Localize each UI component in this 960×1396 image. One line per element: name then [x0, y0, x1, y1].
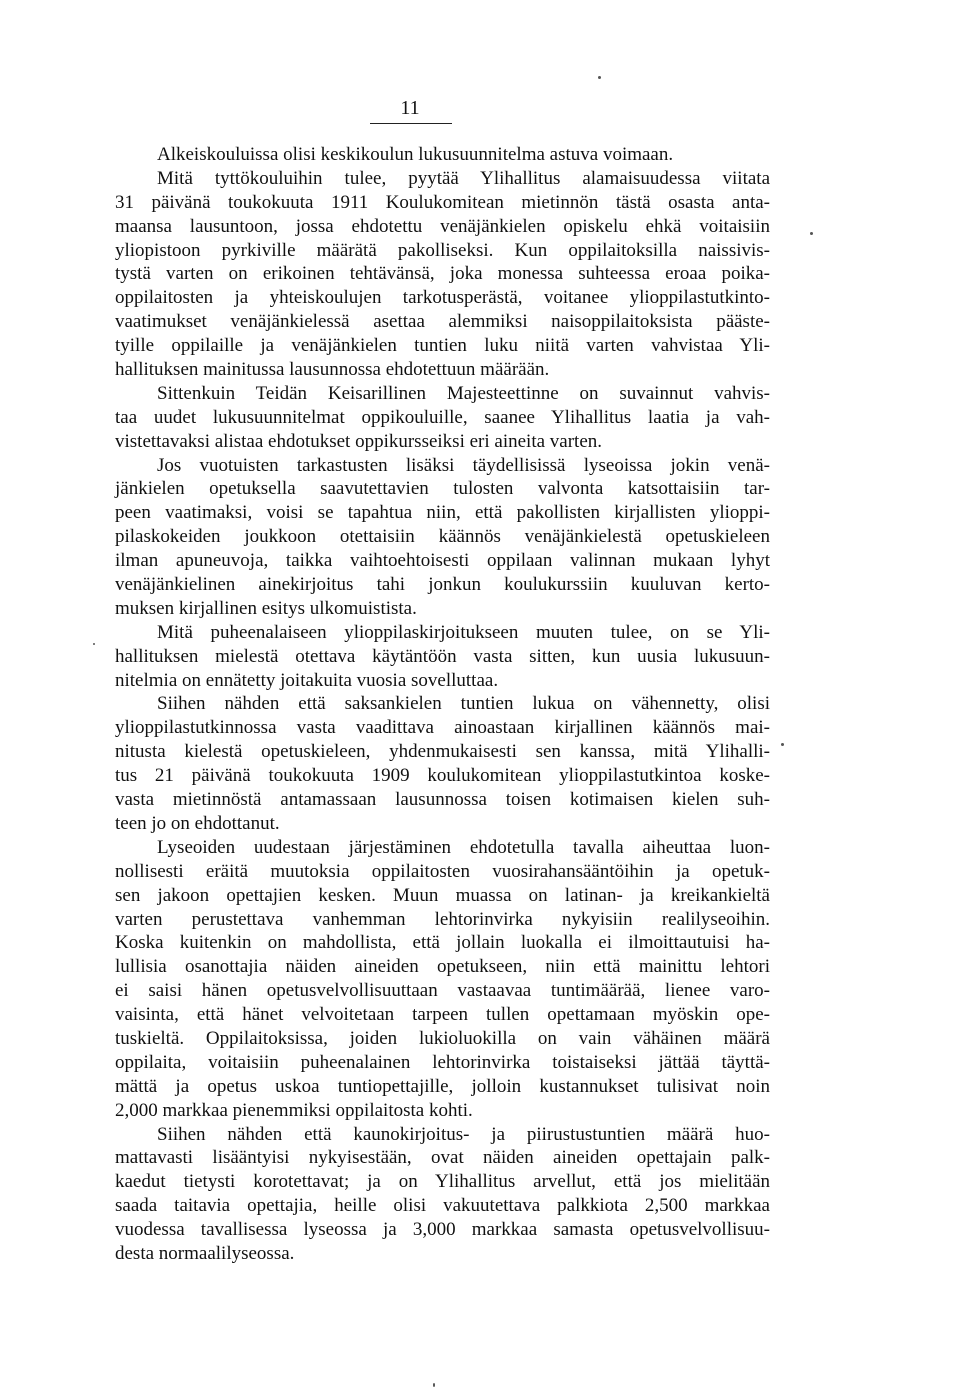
- text-line: ei saisi hänen opetusvelvollisuuttaan vastaavaa tuntimäärää, lienee varo-: [115, 980, 770, 1002]
- paragraph: [115, 454, 770, 621]
- text-line: mattavasti lisääntyisi nykyisestään, ovat näiden aineiden opettajain palk-: [115, 1147, 770, 1169]
- paragraph: [115, 382, 770, 454]
- text-line: jänkielen opetuksella saavutettavien tulosten valvonta katsottaisiin tar-: [115, 478, 770, 500]
- text-line: nitelmia on ennätetty joitakuita vuosia sovelluttaa.: [115, 669, 499, 691]
- text-line: pilaskokeiden joukkoon otettaisiin käännös venäjänkielestä opetuskieleen: [115, 526, 770, 548]
- scan-speck: [810, 232, 813, 235]
- text-line: Jos vuotuisten tarkastusten lisäksi täydellisissä lyseoissa jokin venä-: [157, 454, 770, 476]
- paragraph: [115, 836, 770, 1123]
- text-line: Siihen nähden että kaunokirjoitus- ja piirustustuntien määrä huo-: [157, 1123, 770, 1145]
- scan-speck: [781, 743, 784, 746]
- text-line: vistettavaksi alistaa ehdotukset oppikursseiksi eri aineita varten.: [115, 430, 603, 452]
- page-number: 11: [400, 97, 420, 119]
- text-line: tus 21 päivänä toukokuuta 1909 koulukomitean ylioppilastutkintoa koske-: [115, 765, 770, 787]
- scan-speck: [93, 643, 95, 645]
- scan-speck: [598, 76, 601, 79]
- text-line: lullisia osanottajia näiden aineiden opetukseen, niin että mainittu lehtori: [115, 956, 770, 978]
- text-line: hallituksen mielestä otettava käytäntöön vasta sitten, kun uusia lukusuun-: [115, 645, 770, 667]
- paragraph: [115, 1123, 770, 1266]
- text-line: Alkeiskouluissa olisi keskikoulun lukusuunnitelma astuva voimaan.: [157, 144, 674, 165]
- text-line: 31 päivänä toukokuuta 1911 Koulukomitean mietinnön tästä osasta anta-: [115, 191, 770, 213]
- text-line: Sittenkuin Teidän Keisarillinen Majesteettinne on suvainnut vahvis-: [157, 382, 770, 404]
- text-line: taa uudet lukusuunnitelmat oppikouluille, saanee Ylihallitus laatia ja vah-: [115, 406, 770, 428]
- text-line: kaedut tietysti korotettavat; ja on Ylihallitus arvellut, että jos mielitään: [115, 1171, 770, 1193]
- text-line: 2,000 markkaa pienemmiksi oppilaitosta kohti.: [115, 1099, 473, 1121]
- text-line: ilman apuneuvoja, taikka vaihtoehtoisesti oppilaan valinnan mukaan lyhyt: [115, 550, 770, 572]
- text-line: mättä ja opetus uskoa tuntiopettajille, jolloin kustannukset tulisivat noin: [115, 1075, 770, 1097]
- text-line: oppilaita, voitaisiin puheenalainen lehtorinvirka toistaiseksi jättää täyttä-: [115, 1051, 770, 1073]
- paragraph: [115, 692, 770, 835]
- text-line: tystä varten on erikoinen tehtävänsä, joka monessa suhteessa eroaa poika-: [115, 263, 770, 285]
- paragraph: [115, 143, 770, 167]
- text-line: maansa lausuntoon, jossa ehdotettu venäjänkielen opiskelu ehkä voitaisiin: [115, 215, 770, 237]
- text-line: Mitä tyttökouluihin tulee, pyytää Ylihallitus alamaisuudessa viitata: [157, 167, 770, 189]
- text-line: peen vaatimaksi, voisi se tapahtua niin, että pakollisten kirjallisten ylioppi-: [115, 502, 770, 524]
- text-line: Koska kuitenkin on mahdollista, että jollain luokalla ei ilmoittautuisi ha-: [115, 932, 770, 954]
- text-line: varten perustettava vanhemman lehtorinvirka nykyisiin realilyseoihin.: [115, 908, 770, 930]
- body-text: [115, 143, 770, 1266]
- scan-speck: [433, 1383, 435, 1387]
- text-line: hallituksen mainitussa lausunnossa ehdotettuun määrään.: [115, 359, 550, 381]
- text-line: nollisesti eräitä muutoksia oppilaitosten vuosirahansääntöihin ja opetuk-: [115, 860, 770, 882]
- text-line: oppilaitosten ja yhteiskoulujen tarkotusperästä, voitanee ylioppilastutkinto-: [115, 287, 770, 309]
- text-line: teen jo on ehdottanut.: [115, 812, 280, 834]
- text-line: Siihen nähden että saksankielen tuntien lukua on vähennetty, olisi: [157, 693, 770, 715]
- text-line: tyille oppilaille ja venäjänkielen tuntien luku niitä varten vahvistaa Yli-: [115, 335, 770, 357]
- text-line: Mitä puheenalaiseen ylioppilaskirjoitukseen muuten tulee, on se Yli-: [157, 621, 770, 643]
- text-line: venäjänkielinen ainekirjoitus tahi jonkun koulukurssiin kuuluvan kerto-: [115, 574, 770, 596]
- paragraph: [115, 621, 770, 693]
- text-line: saada taitavia opettajia, heille olisi vakuutettava palkkiota 2,500 markkaa: [115, 1195, 770, 1217]
- text-line: nitusta kielestä opetuskieleen, yhdenmukaisesti sen kanssa, mitä Ylihalli-: [115, 741, 770, 763]
- text-line: vaatimukset venäjänkielessä asettaa alemmiksi naisoppilaitoksista pääste-: [115, 311, 770, 333]
- text-line: vaisinta, että hänet velvoitetaan tarpeen tullen opettamaan myöskin ope-: [115, 1004, 770, 1026]
- text-line: vasta mietinnöstä antamassaan lausunnossa toisen kotimaisen kielen suh-: [115, 789, 770, 811]
- paragraph: [115, 167, 770, 382]
- text-line: muksen kirjallinen esitys ulkomuistista.: [115, 597, 417, 619]
- text-line: tuskieltä. Oppilaitoksissa, joiden lukioluokilla on vain vähäinen määrä: [115, 1027, 770, 1049]
- text-line: ylioppilastutkinnossa vasta vaadittava ainoastaan kirjallinen käännös mai-: [115, 717, 770, 739]
- text-line: sen jakoon opettajien kesken. Muun muassa on latinan- ja kreikankieltä: [115, 884, 770, 906]
- text-line: desta normaalilyseossa.: [115, 1242, 295, 1264]
- page-number-rule: [370, 123, 452, 124]
- text-line: vuodessa tavallisessa lyseossa ja 3,000 markkaa samasta opetusvelvollisuu-: [115, 1219, 770, 1241]
- text-line: yliopistoon pyrkiville määrätä pakolliseksi. Kun oppilaitoksilla naissivis-: [115, 239, 770, 261]
- text-line: Lyseoiden uudestaan järjestäminen ehdotetulla tavalla aiheuttaa luon-: [157, 836, 770, 858]
